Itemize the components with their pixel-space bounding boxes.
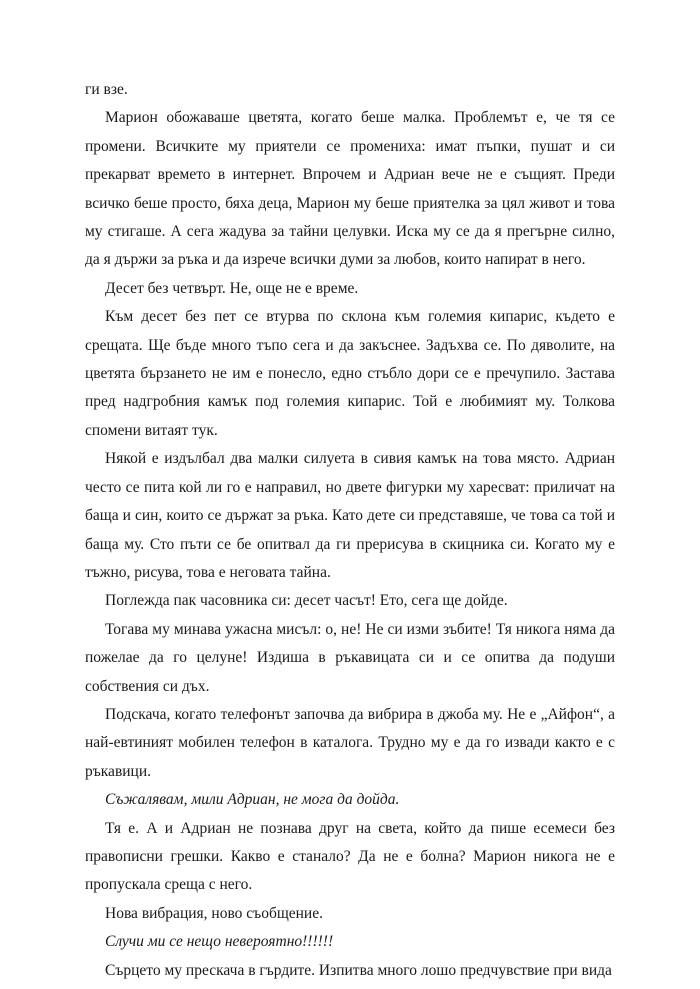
document-page: [85, 76, 615, 985]
paragraph-8: Подскача, когато телефонът започва да вибрира в джоба му. Не е „Айфон“, а най-евтиният мобилен телефон в каталога. Трудно му е да го извади както е с ръкавици.: [85, 705, 615, 780]
paragraph-5: Някой е издълбал два малки силуета в сивия камък на това място. Адриан често се пита кой ли го е направил, но двете фигурки му харесват: приличат на баща и син, които се държат за ръка. Като дете си представяше, че това са той и баща му. Сто пъти се бе опитвал да ги прерисува в скицника си. Когато му е тъжно, рисува, това е неговата тайна.: [85, 450, 615, 581]
paragraph-7: Тогава му минава ужасна мисъл: о, не! Не си изми зъбите! Тя никога няма да пожелае да го целуне! Издиша в ръкавицата си и се опитва да подуши собствения си дъх.: [85, 620, 615, 695]
paragraph-10: Тя е. А и Адриан не познава друг на света, който да пише есемеси без правописни грешки. Какво е станало? Да не е болна? Марион никога не е пропускала среща с него.: [85, 819, 615, 894]
paragraph-11: Нова вибрация, ново съобщение.: [105, 904, 323, 922]
paragraph-4: Към десет без пет се втурва по склона към големия кипарис, където е срещата. Ще бъде много тъпо сега и да закъснее. Задъхва се. По дяволите, на цветята бързането не им е понесло, едно стъбло дори се е пречупило. Застава пред надгробния камък под големия кипарис. Той е любимият му. Толкова спомени витаят тук.: [85, 308, 615, 439]
paragraph-13: Сърцето му прескача в гърдите. Изпитва много лошо предчувствие при вида: [105, 961, 612, 979]
paragraph-1: ги взе.: [85, 81, 128, 98]
sms-message-2: Случи ми се нещо невероятно!!!!!!: [105, 933, 334, 951]
paragraph-6: Поглежда пак часовника си: десет часът! Ето, сега ще дойде.: [105, 592, 508, 610]
paragraph-2: Марион обожаваше цветята, когато беше малка. Проблемът е, че тя се промени. Всичките му приятели се промениха: имат пъпки, пушат и си прекарват времето в интернет. Впрочем и Адриан вече не е същият. Преди всичко беше просто, бяха деца, Марион му беше приятелка за цял живот и това му стигаше. А сега жадува за тайни целувки. Иска му се да я прегърне силно, да я държи за ръка и да изрече всички думи за любов, които напират в него.: [85, 109, 615, 269]
paragraph-3: Десет без четвърт. Не, още не е време.: [105, 279, 359, 297]
sms-message-1: Съжалявам, мили Адриан, не мога да дойда.: [105, 791, 400, 809]
